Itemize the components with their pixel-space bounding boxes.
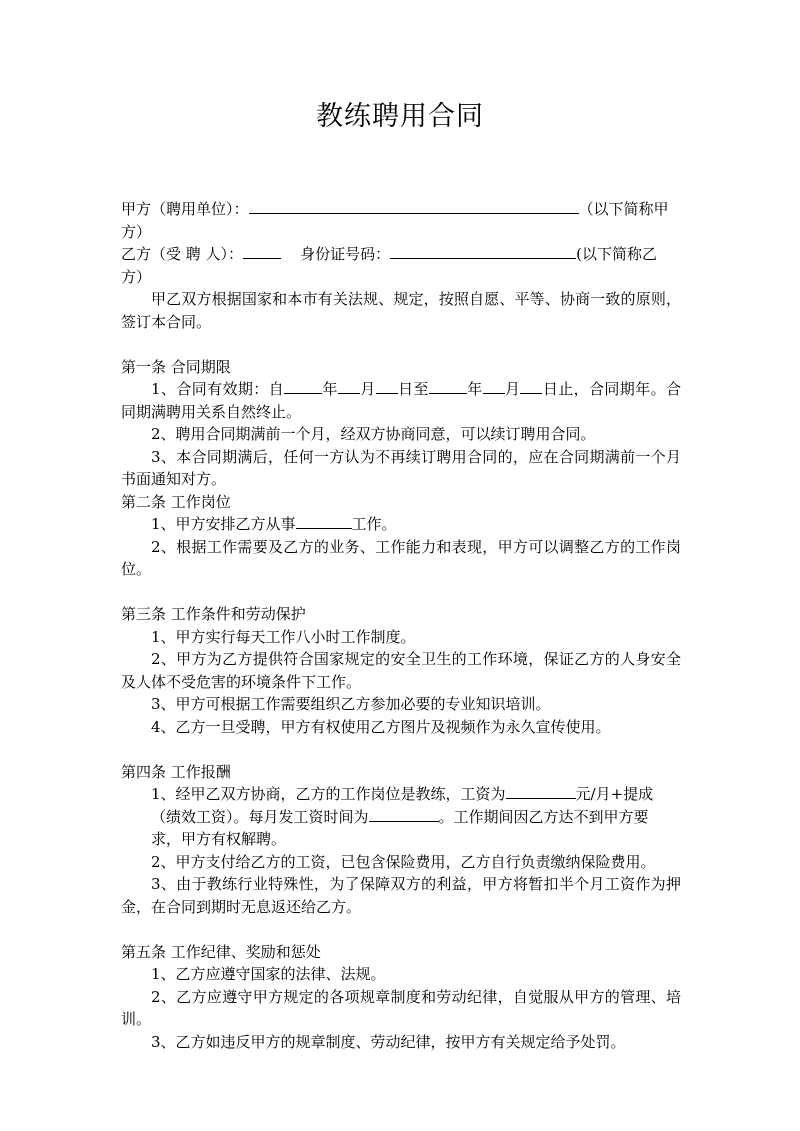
party-a-label: 甲方（聘用单位）： <box>121 200 249 218</box>
article-3-clause-2: 2、甲方为乙方提供符合国家规定的安全卫生的工作环境，保证乙方的人身安全及人体不受危害的环境条件下工作。 <box>121 650 681 691</box>
id-number-label: 身份证号码： <box>300 245 391 263</box>
article-4-clause-1-line-2: （绩效工资）。每月发工资时间为 。工作期间因乙方达不到甲方要 <box>151 807 649 826</box>
contract-body <box>121 198 681 1053</box>
article-1-clause-2: 2、聘用合同期满前一个月，经双方协商同意，可以续订聘用合同。 <box>151 425 596 443</box>
document-title: 教练聘用合同 <box>316 101 484 132</box>
article-5-clause-3: 3、乙方如违反甲方的规章制度、劳动纪律，按甲方有关规定给予处罚。 <box>151 1032 626 1051</box>
pay-date-blank[interactable] <box>369 806 439 822</box>
salary-blank[interactable] <box>506 783 576 799</box>
article-1-clause-1: 1、合同有效期：自 年 月 日至 年 月 日止，合同期年。合同期满聘用关系自然终止。 <box>121 380 681 421</box>
id-number-blank[interactable] <box>390 243 576 259</box>
article-3-clause-4: 4、乙方一旦受聘，甲方有权使用乙方图片及视频作为永久宣传使用。 <box>151 717 611 736</box>
start-year-blank[interactable] <box>284 378 322 394</box>
party-a-blank[interactable] <box>249 198 579 214</box>
end-year-blank[interactable] <box>429 378 467 394</box>
article-2-clause-1: 1、甲方安排乙方从事 工作。 <box>151 515 397 533</box>
job-duty-blank[interactable] <box>296 513 352 529</box>
party-b-label: 乙方（受 聘 人）： <box>121 245 244 263</box>
end-day-blank[interactable] <box>520 378 542 394</box>
article-3-clause-3: 3、甲方可根据工作需要组织乙方参加必要的专业知识培训。 <box>151 695 551 713</box>
article-2-heading: 第二条 工作岗位 <box>121 492 231 511</box>
start-month-blank[interactable] <box>338 378 360 394</box>
article-3-clause-1: 1、甲方实行每天工作八小时工作制度。 <box>151 627 416 646</box>
party-b-line <box>121 243 681 266</box>
article-2-clause-2: 2、根据工作需要及乙方的业务、工作能力和表现，甲方可以调整乙方的工作岗位。 <box>121 537 681 578</box>
party-a-suffix: （以下简称甲 <box>578 200 669 218</box>
start-day-blank[interactable] <box>376 378 398 394</box>
party-b-name-blank[interactable] <box>243 243 281 259</box>
article-3-heading: 第三条 工作条件和劳动保护 <box>121 605 306 623</box>
article-4-heading: 第四条 工作报酬 <box>121 762 231 781</box>
party-b-suffix: (以下简称乙 <box>576 245 657 263</box>
article-4-clause-1-line-3: 求，甲方有权解聘。 <box>151 830 287 848</box>
article-5-clause-2: 2、乙方应遵守甲方规定的各项规章制度和劳动纪律，自觉服从甲方的管理、培训。 <box>121 987 681 1028</box>
preamble: 甲乙双方根据国家和本市有关法规、规定，按照自愿、平等、协商一致的原则，签订本合同。 <box>121 290 681 331</box>
party-b-suffix-cont: 方） <box>121 267 152 286</box>
article-4-clause-1: 1、经甲乙双方协商，乙方的工作岗位是教练，工资为 元/月+提成 <box>151 785 654 803</box>
article-1-heading: 第一条 合同期限 <box>121 357 231 376</box>
article-1-clause-3: 3、本合同期满后，任何一方认为不再续订聘用合同的，应在合同期满前一个月书面通知对方。 <box>121 447 681 488</box>
party-a-suffix-cont: 方） <box>121 222 152 241</box>
article-4-clause-3: 3、由于教练行业特殊性，为了保障双方的利益，甲方将暂扣半个月工资作为押金，在合同到期时无息返还给乙方。 <box>121 875 681 916</box>
article-5-heading: 第五条 工作纪律、奖励和惩处 <box>121 942 321 961</box>
article-5-clause-1: 1、乙方应遵守国家的法律、法规。 <box>151 965 386 983</box>
party-a-line <box>121 198 681 221</box>
end-month-blank[interactable] <box>483 378 505 394</box>
article-4-clause-2: 2、甲方支付给乙方的工资，已包含保险费用，乙方自行负责缴纳保险费用。 <box>151 852 656 871</box>
